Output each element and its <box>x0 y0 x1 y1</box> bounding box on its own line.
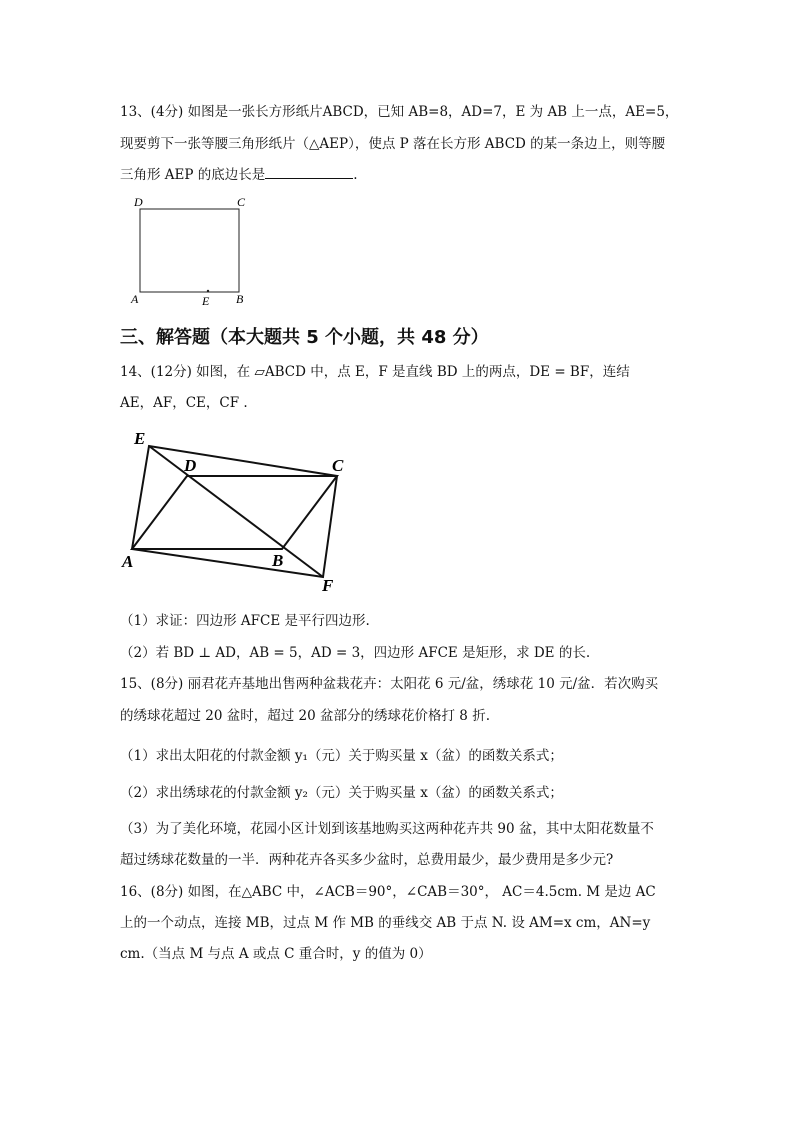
section-3-heading: 三、解答题（本大题共 5 个小题，共 48 分） <box>120 327 489 348</box>
parallelogram-figure <box>118 420 358 595</box>
rectangle-abcd <box>140 209 239 292</box>
label-b: B <box>272 551 284 570</box>
q14-line1: 14、(12分) 如图，在 ▱ABCD 中，点 E，F 是直线 BD 上的两点，DE = BF，连结 <box>120 364 630 380</box>
q13-line3-end: . <box>353 167 358 183</box>
point-e <box>207 290 209 292</box>
q15-line1: 15、(8分) 丽君花卉基地出售两种盆栽花卉：太阳花 6 元/盆，绣球花 10 元/盆．若次购买 <box>120 676 659 692</box>
label-d: D <box>134 195 143 209</box>
q16-line2: 上的一个动点，连接 MB，过点 M 作 MB 的垂线交 AB 于点 N. 设 AM=x cm，AN=y <box>120 915 651 931</box>
q16-line1: 16、(8分) 如图，在△ABC 中，∠ACB＝90°，∠CAB＝30°， AC＝4.5cm. M 是边 AC <box>120 884 656 900</box>
q15-part3-line2: 超过绣球花数量的一半．两种花卉各买多少盆时，总费用最少，最少费用是多少元? <box>120 852 614 868</box>
label-a: A <box>122 552 134 571</box>
answer-blank[interactable] <box>265 164 353 179</box>
label-e: E <box>134 429 146 448</box>
q13-line1: 13、(4分) 如图是一张长方形纸片ABCD，已知 AB=8，AD=7，E 为 AB 上一点，AE=5， <box>120 104 679 120</box>
q13-line3-text: 三角形 AEP 的底边长是 <box>120 167 266 183</box>
label-a: A <box>131 292 139 306</box>
q15-line2: 的绣球花超过 20 盆时，超过 20 盆部分的绣球花价格打 8 折. <box>120 708 490 724</box>
label-f: F <box>322 576 334 595</box>
label-c: C <box>332 456 344 475</box>
label-e: E <box>202 294 210 308</box>
label-c: C <box>237 195 246 209</box>
q14-part2: （2）若 BD ⊥ AD，AB = 5，AD = 3，四边形 AFCE 是矩形，求 DE 的长. <box>120 645 591 661</box>
line-ef <box>149 446 323 577</box>
q13-line3 <box>120 164 358 185</box>
label-b: B <box>236 292 244 306</box>
q14-part1: （1）求证：四边形 AFCE 是平行四边形. <box>120 613 370 629</box>
q13-line2: 现要剪下一张等腰三角形纸片（△AEP），使点 P 落在长方形 ABCD 的某一条边上，则等腰 <box>120 136 666 152</box>
label-d: D <box>184 456 197 475</box>
q15-part3-line1: （3）为了美化环境，花园小区计划到该基地购买这两种花卉共 90 盆，其中太阳花数量不 <box>120 821 654 837</box>
parallelogram-abcd <box>132 476 337 549</box>
q16-line3: cm.（当点 M 与点 A 或点 C 重合时，y 的值为 0） <box>120 946 432 962</box>
q15-part1: （1）求出太阳花的付款金额 y₁（元）关于购买量 x（盆）的函数关系式； <box>120 748 563 764</box>
rectangle-figure <box>125 190 265 315</box>
q14-line2: AE，AF，CE，CF . <box>120 395 248 411</box>
q15-part2: （2）求出绣球花的付款金额 y₂（元）关于购买量 x（盆）的函数关系式； <box>120 785 563 801</box>
